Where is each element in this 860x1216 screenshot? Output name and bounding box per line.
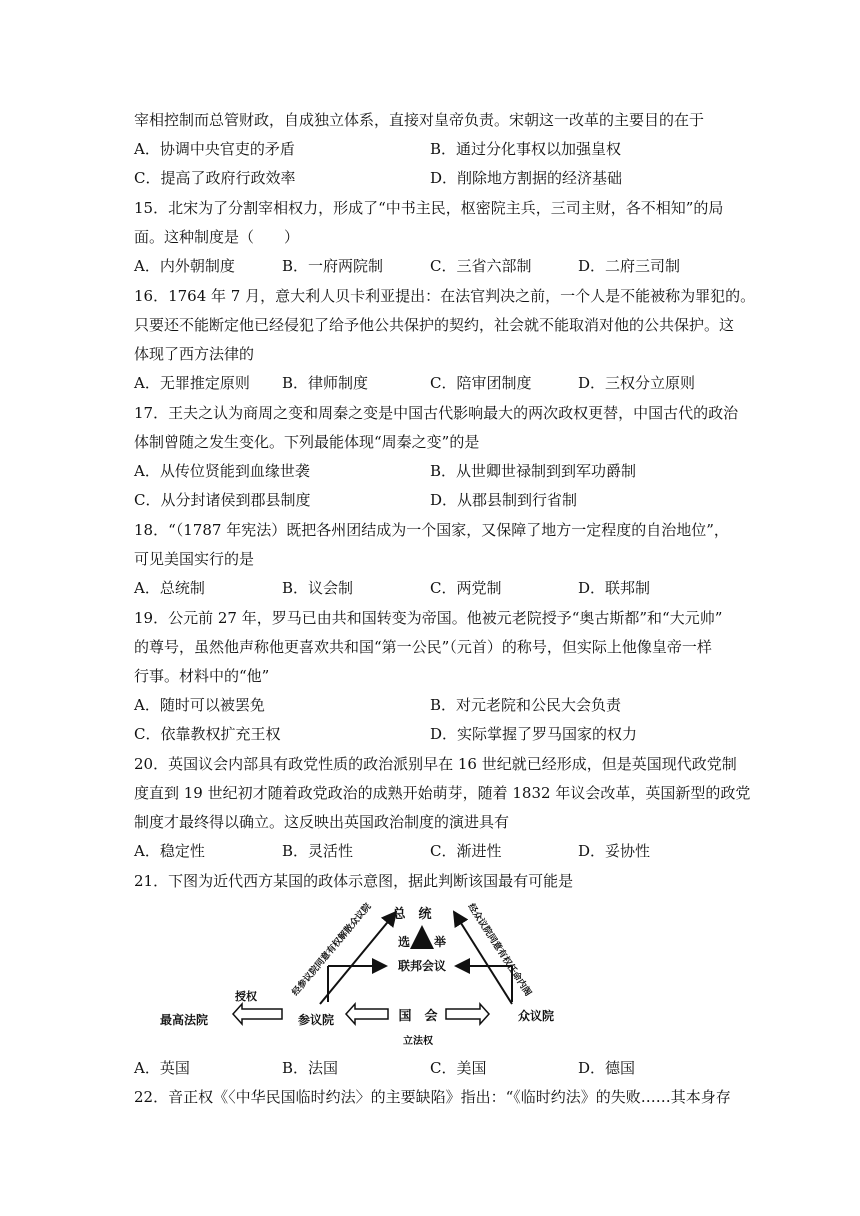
q21-option-c: C．美国 xyxy=(430,1059,487,1077)
q14-stem-tail: 宰相控制而总管财政，自成独立体系，直接对皇帝负责。宋朝这一改革的主要目的在于 xyxy=(134,111,705,129)
q21-stem-line-1: 21．下图为近代西方某国的政体示意图，据此判断该国最有可能是 xyxy=(134,872,574,890)
q16-stem-line-2: 只要还不能断定他已经侵犯了给予他公共保护的契约，社会就不能取消对他的公共保护。这 xyxy=(134,316,735,334)
q16-option-b: B．律师制度 xyxy=(282,374,369,392)
q22-stem-line-1: 22．音正权《〈中华民国临时约法〉的主要缺陷》指出：“《临时约法》的失败……其本身存 xyxy=(134,1088,731,1106)
q17-option-d: D．从郡县制到行省制 xyxy=(430,491,578,509)
government-structure-diagram xyxy=(150,896,570,1056)
q20-stem-line-2: 度直到 19 世纪初才随着政党政治的成熟开始萌芽，随着 1832 年议会改革，英国新型的政党 xyxy=(134,784,751,802)
q14-option-d: D．削除地方割据的经济基础 xyxy=(430,169,623,187)
legislative-label: 立法权 xyxy=(403,1036,433,1047)
q21-option-b: B．法国 xyxy=(282,1059,339,1077)
elect-label: 选 举 xyxy=(397,935,447,949)
q15-stem-line-1: 15．北宋为了分割宰相权力，形成了“中书主民，枢密院主兵，三司主财，各不相知”的局 xyxy=(134,199,724,217)
q20-option-a: A．稳定性 xyxy=(134,842,205,860)
q19-option-c: C．依靠教权扩充王权 xyxy=(134,725,281,743)
q20-stem-line-1: 20．英国议会内部具有政党性质的政治派别早在 16 世纪就已经形成，但是英国现代政党制 xyxy=(134,755,737,773)
house-label: 众议院 xyxy=(517,1009,555,1023)
right-diagonal-label: 经众议院同意有权任命内阁 xyxy=(465,902,533,999)
q18-option-c: C．两党制 xyxy=(430,579,502,597)
congress-label: 国 会 xyxy=(398,1009,438,1024)
senate-to-court-hollow-arrow xyxy=(233,1004,282,1024)
q20-stem-line-3: 制度才最终得以确立。这反映出英国政治制度的演进具有 xyxy=(134,813,510,831)
q20-option-b: B．灵活性 xyxy=(282,842,354,860)
congress-to-senate-hollow-arrow xyxy=(346,1004,388,1024)
q17-option-c: C．从分封诸侯到郡县制度 xyxy=(134,491,311,509)
q18-stem-line-1: 18．“（1787 年宪法）既把各州团结成为一个国家，又保障了地方一定程度的自治地位”， xyxy=(134,521,729,539)
q20-option-c: C．渐进性 xyxy=(430,842,502,860)
q21-option-d: D．德国 xyxy=(578,1059,636,1077)
q16-stem-line-3: 体现了西方法律的 xyxy=(134,345,255,363)
q14-option-b: B．通过分化事权以加强皇权 xyxy=(430,140,622,158)
q15-option-d: D．二府三司制 xyxy=(578,257,681,275)
q16-option-c: C．陪审团制度 xyxy=(430,374,532,392)
supreme-court-label: 最高法院 xyxy=(159,1013,209,1027)
authorize-label: 授权 xyxy=(235,990,257,1003)
q18-stem-line-2: 可见美国实行的是 xyxy=(134,550,255,568)
federal-assembly-label: 联邦会议 xyxy=(397,959,447,973)
q15-option-c: C．三省六部制 xyxy=(430,257,532,275)
q19-option-b: B．对元老院和公民大会负责 xyxy=(430,696,622,714)
q14-option-a: A．协调中央官吏的矛盾 xyxy=(134,140,295,158)
q18-option-b: B．议会制 xyxy=(282,579,354,597)
q17-stem-line-2: 体制曾随之发生变化。下列最能体现“周秦之变”的是 xyxy=(134,433,480,451)
q18-option-a: A．总统制 xyxy=(134,579,205,597)
congress-to-house-hollow-arrow xyxy=(446,1004,489,1024)
q16-option-a: A．无罪推定原则 xyxy=(134,374,250,392)
q15-option-a: A．内外朝制度 xyxy=(134,257,235,275)
q18-option-d: D．联邦制 xyxy=(578,579,651,597)
q21-option-a: A．英国 xyxy=(134,1059,190,1077)
senate-label: 参议院 xyxy=(297,1013,335,1027)
q15-stem-line-2: 面。这种制度是（ ） xyxy=(134,228,300,246)
q19-option-a: A．随时可以被罢免 xyxy=(134,696,265,714)
q20-option-d: D．妥协性 xyxy=(578,842,651,860)
q19-stem-line-2: 的尊号，虽然他声称他更喜欢共和国“第一公民”（元首）的称号，但实际上他像皇帝一样 xyxy=(134,638,712,656)
q19-stem-line-3: 行事。材料中的“他” xyxy=(134,667,270,685)
q15-option-b: B．一府两院制 xyxy=(282,257,384,275)
president-label: 总 统 xyxy=(392,907,432,922)
q16-option-d: D．三权分立原则 xyxy=(578,374,696,392)
q19-stem-line-1: 19．公元前 27 年，罗马已由共和国转变为帝国。他被元老院授予“奥古斯都”和“大元帅” xyxy=(134,609,723,627)
q17-stem-line-1: 17．王夫之认为商周之变和周秦之变是中国古代影响最大的两次政权更替，中国古代的政治 xyxy=(134,404,739,422)
q19-option-d: D．实际掌握了罗马国家的权力 xyxy=(430,725,638,743)
q16-stem-line-1: 16．1764 年 7 月，意大利人贝卡利亚提出：在法官判决之前，一个人是不能被称为罪犯的。 xyxy=(134,287,756,305)
q14-option-c: C．提高了政府行政效率 xyxy=(134,169,296,187)
q17-option-b: B．从世卿世禄制到到军功爵制 xyxy=(430,462,637,480)
q17-option-a: A．从传位贤能到血缘世袭 xyxy=(134,462,310,480)
left-diagonal-label: 经参议院同意有权解散众议院 xyxy=(290,901,374,998)
